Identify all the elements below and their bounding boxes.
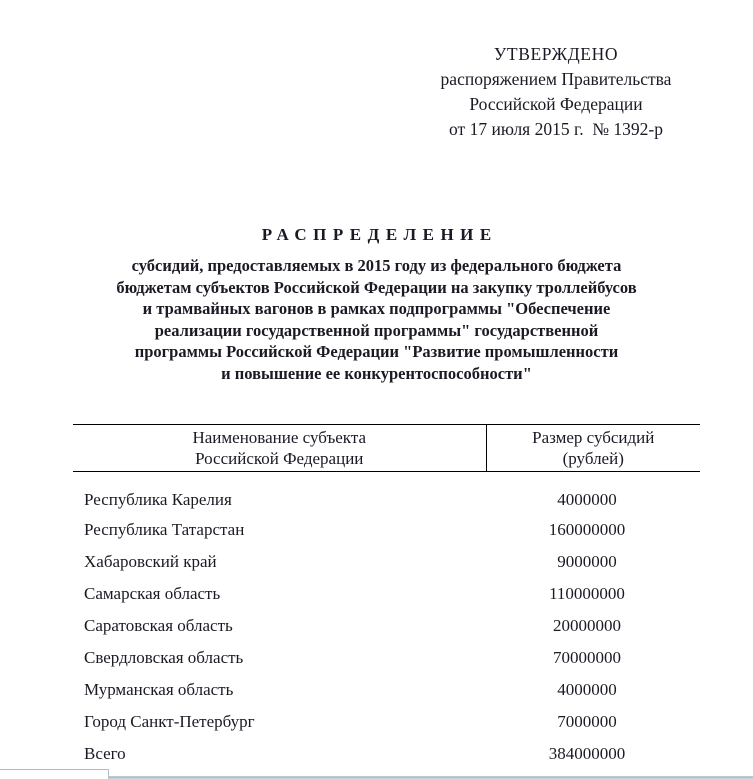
subtitle-line-3: и трамвайных вагонов в рамках подпрограммы "Обеспечение	[142, 299, 611, 318]
cell-subject-name: Республика Карелия	[84, 490, 232, 509]
subtitle-line-1: субсидий, предоставляемых в 2015 году из федерального бюджета	[131, 256, 622, 275]
column-header-amount-line-2: (рублей)	[562, 449, 624, 468]
cell-total-amount: 384000000	[548, 744, 626, 763]
approval-authority-line-1: распоряжением Правительства	[440, 69, 672, 89]
approval-authority-line-2: Российской Федерации	[469, 94, 643, 114]
table-row	[73, 610, 700, 642]
cell-subject-name: Саратовская область	[84, 616, 233, 635]
cell-subsidy-amount: 160000000	[548, 520, 626, 539]
table-body	[73, 472, 700, 771]
cell-subsidy-amount: 7000000	[557, 712, 617, 731]
cell-subject-name: Мурманская область	[84, 680, 234, 699]
table-header-row	[73, 425, 700, 472]
cell-subject-name: Город Санкт-Петербург	[84, 712, 255, 731]
approval-block	[400, 42, 712, 142]
page-title: РАСПРЕДЕЛЕНИЕ	[261, 225, 498, 244]
table-row-total	[73, 738, 700, 770]
column-header-amount-line-1: Размер субсидий	[532, 428, 655, 447]
table-row	[73, 578, 700, 610]
table-header	[73, 425, 700, 472]
cell-subsidy-amount: 110000000	[549, 584, 625, 603]
cell-subject-name: Самарская область	[84, 584, 221, 603]
column-header-subject-line-1: Наименование субъекта	[192, 428, 367, 447]
table-row	[73, 546, 700, 578]
cell-subject-name: Хабаровский край	[84, 552, 217, 571]
document-title-block	[0, 224, 753, 384]
cell-subject-name: Свердловская область	[84, 648, 244, 667]
subtitle-line-4: реализации государственной программы" государственной	[154, 320, 599, 340]
column-header-amount	[486, 425, 700, 472]
cell-total-label: Всего	[84, 744, 126, 763]
column-header-subject-line-2: Российской Федерации	[195, 449, 364, 468]
column-header-subject	[73, 425, 486, 472]
cell-subsidy-amount: 20000000	[553, 616, 621, 635]
subtitle-line-2: бюджетам субъектов Российской Федерации на закупку троллейбусов	[116, 277, 637, 297]
table-row	[73, 674, 700, 706]
page-bottom-edge-notch	[0, 769, 109, 779]
cell-subject-name: Республика Татарстан	[84, 520, 245, 539]
cell-subsidy-amount: 4000000	[557, 490, 617, 509]
approval-document-reference: от 17 июля 2015 г. № 1392-р	[449, 119, 663, 139]
cell-subsidy-amount: 9000000	[557, 552, 617, 571]
subtitle-line-5: программы Российской Федерации "Развитие промышленности	[134, 342, 619, 361]
subsidy-distribution-table	[73, 424, 700, 770]
document-subtitle	[0, 255, 753, 384]
table-row	[73, 642, 700, 674]
approval-caption: УТВЕРЖДЕНО	[493, 44, 619, 64]
subtitle-line-6: и повышение ее конкурентоспособности"	[221, 363, 532, 383]
table-row	[73, 706, 700, 738]
cell-subsidy-amount: 70000000	[553, 648, 621, 667]
table-row	[73, 514, 700, 546]
cell-subsidy-amount: 4000000	[557, 680, 617, 699]
table-row	[73, 472, 700, 515]
